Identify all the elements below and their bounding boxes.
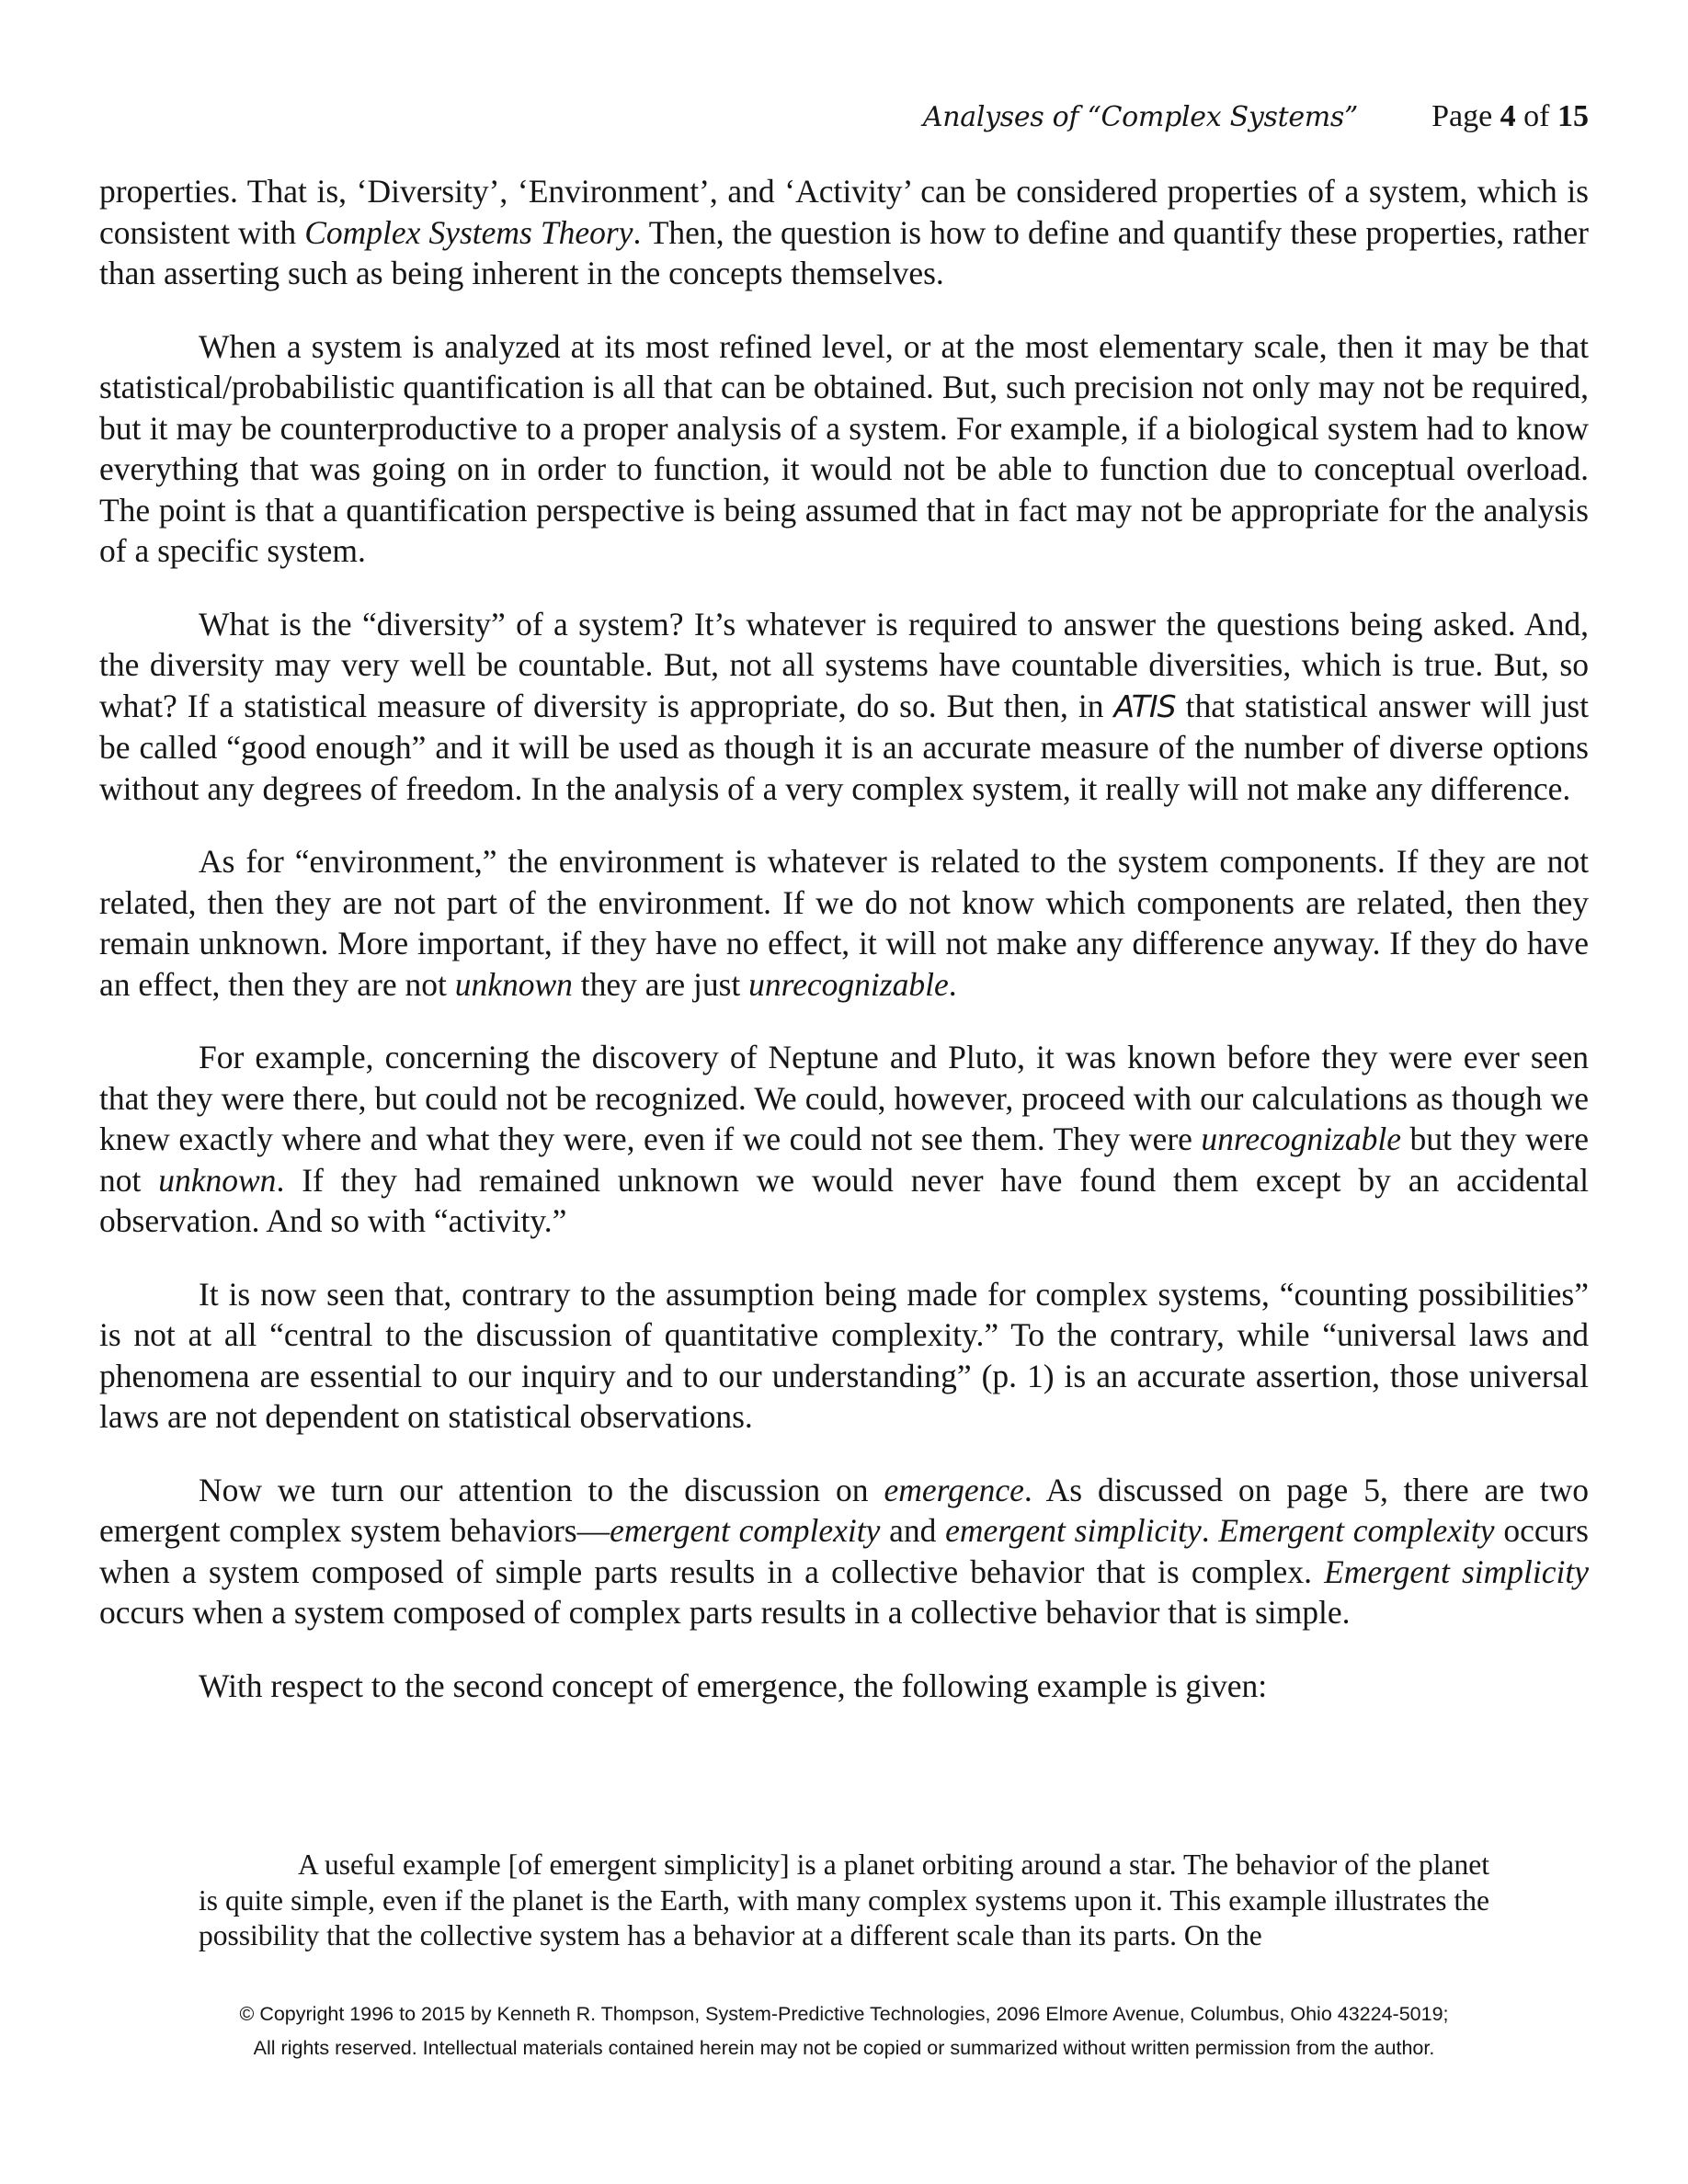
page-prefix: Page — [1431, 99, 1500, 133]
paragraph-6 — [99, 1274, 1589, 1438]
text-run: that statistical answer will just be called “good enough” and it will be used as though it is an accurate measure of the number of diverse options without any degrees of freedom. In the analysis of a very complex system, it really will not make any difference. — [99, 687, 1589, 807]
text-run: . — [948, 965, 957, 1003]
page-header — [923, 99, 1589, 136]
text-run: ATIS — [1113, 688, 1176, 724]
text-run: occurs when a system composed of complex parts results in a collective behavior that is simple. — [99, 1594, 1351, 1631]
text-run: unknown — [158, 1161, 277, 1199]
text-run: Emergent simplicity — [1324, 1553, 1589, 1590]
text-run: It is now seen that, contrary to the assumption being made for complex systems, “counting possibilities” is not at all “central to the discussion of quantitative complexity.” To the contrary, while “universal laws and phenomena are essential to our inquiry and to our understanding” (p. 1) is an accurate assertion, those universal laws are not dependent on statistical observations. — [99, 1275, 1589, 1435]
text-run: but they were not — [99, 1120, 1589, 1199]
paragraph-3 — [99, 604, 1589, 810]
copyright-footer — [0, 1997, 1688, 2065]
footer-line-2: All rights reserved. Intellectual materials contained herein may not be copied or summarized without written permission from the author. — [253, 2037, 1435, 2059]
text-run: occurs when a system composed of simple parts results in a collective behavior that is complex. — [99, 1512, 1589, 1590]
text-run: unknown — [454, 965, 573, 1003]
text-run: they are just — [572, 965, 749, 1003]
text-run: properties. That is, ‘Diversity’, ‘Environment’, and ‘Activity’ can be considered properties of a system, which is consistent with — [99, 173, 1589, 251]
text-run: unrecognizable — [748, 965, 949, 1003]
text-run: . Then, the question is how to define and quantify these properties, rather than asserting such as being inherent in the concepts themselves. — [99, 213, 1589, 291]
page-of: of — [1515, 99, 1557, 133]
text-run: Complex Systems Theory — [304, 213, 633, 251]
text-run: emergent simplicity — [945, 1512, 1202, 1549]
paragraph-5 — [99, 1037, 1589, 1242]
text-run: For example, concerning the discovery of Neptune and Pluto, it was known before they were ever seen that they were there, but could not be recognized. We could, however, proceed with our calculations as though we knew exactly where and what they were, even if we could not see them. They were — [99, 1039, 1589, 1157]
text-run: and — [880, 1512, 946, 1549]
running-title: Analyses of “Complex Systems” — [922, 101, 1359, 133]
paragraph-7 — [99, 1470, 1589, 1633]
paragraph-2 — [99, 326, 1589, 572]
paragraph-8 — [99, 1666, 1589, 1707]
text-run: . If they had remained unknown we would never have found them except by an accidental observation. And so with “activity.” — [99, 1161, 1589, 1239]
footer-line-1: © Copyright 1996 to 2015 by Kenneth R. Thompson, System-Predictive Technologies, 2096 Elmore Avenue, Columbus, Ohio 43224-5019; — [239, 2003, 1449, 2025]
paragraph-4 — [99, 841, 1589, 1005]
text-run: With respect to the second concept of emergence, the following example is given: — [199, 1666, 1268, 1704]
text-run: . As discussed on page 5, there are two emergent complex system behaviors— — [99, 1471, 1589, 1549]
paragraph-1 — [99, 171, 1589, 294]
text-run: What is the “diversity” of a system? It’s whatever is required to answer the questions being asked. And, the diversity may very well be countable. But, not all systems have countable diversities, which is true. But, so what? If a statistical measure of diversity is appropriate, do so. But then, in — [99, 605, 1589, 724]
text-run: emergence — [884, 1471, 1024, 1508]
page-current: 4 — [1500, 99, 1516, 133]
block-quote: A useful example [of emergent simplicity] is a planet orbiting around a star. The behavior of the planet is quite simple, even if the planet is the Earth, with many complex systems upon it. This example illustrates the possibility that the collective system has a behavior at a different scale than its parts. On the — [199, 1848, 1489, 1951]
page-total: 15 — [1557, 99, 1589, 133]
text-run: . — [1201, 1512, 1219, 1549]
text-run: Now we turn our attention to the discussion on — [199, 1471, 884, 1508]
text-run: emergent complexity — [610, 1512, 881, 1549]
text-run: unrecognizable — [1201, 1120, 1401, 1157]
text-run: As for “environment,” the environment is whatever is related to the system components. If they are not related, then they are not part of the environment. If we do not know which components are related, then they remain unknown. More important, if they have no effect, it will not make any difference anyway. If they do have an effect, then they are not — [99, 843, 1589, 1003]
text-run: Emergent complexity — [1218, 1512, 1495, 1549]
text-run: When a system is analyzed at its most refined level, or at the most elementary scale, then it may be that statistical/probabilistic quantification is all that can be obtained. But, such precision not only may not be required, but it may be counterproductive to a proper analysis of a system. For example, if a biological system had to know everything that was going on in order to function, it would not be able to function due to conceptual overload. The point is that a quantification perspective is being assumed that in fact may not be appropriate for the analysis of a specific system. — [99, 327, 1589, 569]
page-number — [1431, 99, 1589, 134]
body-text — [99, 171, 1589, 1738]
